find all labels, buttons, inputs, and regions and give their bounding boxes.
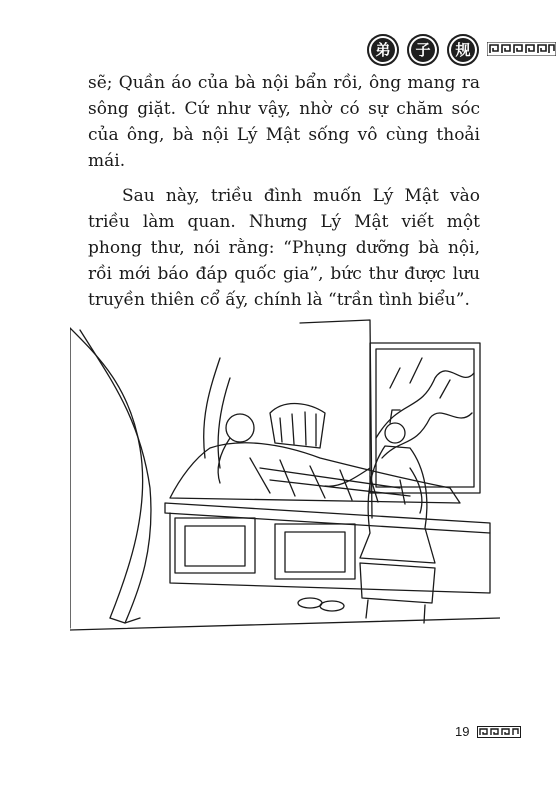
story-text: [88, 70, 480, 322]
header-seal-2: 子: [407, 34, 439, 66]
paragraph: Sau này, triều đình muốn Lý Mật vào triều làm quan. Nhưng Lý Mật viết một phong thư, nói rằng: “Phụng dưỡng bà nội, rồi mới báo đáp quốc gia”, bức thư được lưu truyền thiên cổ ấy, chính là “trần tình biểu”.: [88, 186, 480, 310]
header-seal-3: 规: [447, 34, 479, 66]
page-number: 19: [455, 724, 470, 739]
story-illustration: [70, 318, 500, 638]
meander-ornament: [487, 42, 556, 56]
paragraph: sẽ; Quần áo của bà nội bẩn rồi, ông mang ra sông giặt. Cứ như vậy, nhờ có sự chăm sóc của ông, bà nội Lý Mật sống vô cùng thoải mái.: [88, 73, 480, 171]
header-seal-1: 弟: [367, 34, 399, 66]
meander-ornament: [477, 726, 521, 738]
chapter-header: [365, 30, 556, 70]
